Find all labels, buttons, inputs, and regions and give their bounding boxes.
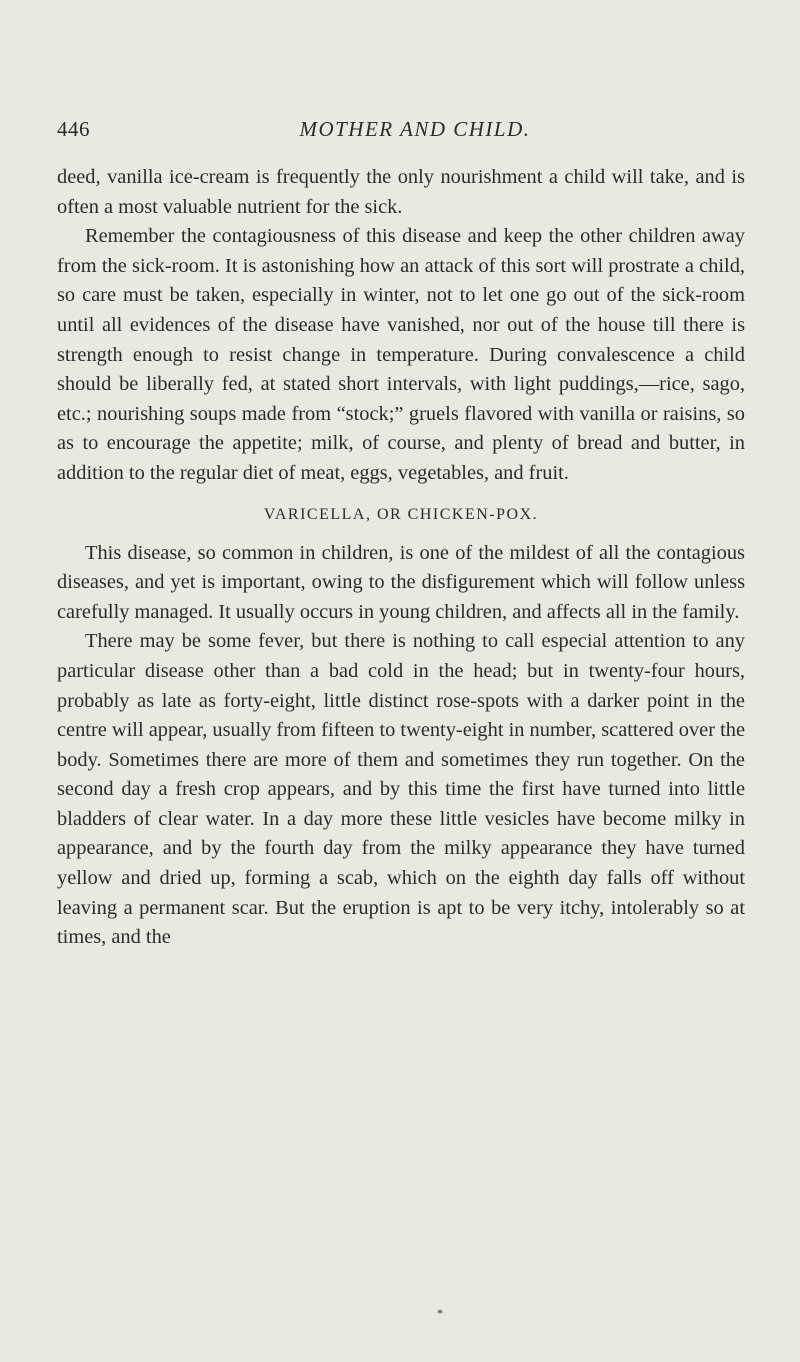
paragraph-varicella-intro: This disease, so common in children, is one of the mildest of all the contagious diseases, and yet is important, owing to the disfigurement which will follow unless carefully managed. It usually occurs in young children, and affects all in the family. [57,541,745,623]
paragraph-varicella-symptoms: There may be some fever, but there is nothing to call especial attention to any particular disease other than a bad cold in the head; but in twenty-four hours, probably as late as forty-eight, little distinct rose-spots with a darker point in the centre will appear, usually from fifteen to twenty-eight in number, scattered over the body. Sometimes there are more of them and sometimes they run together. On the second day a fresh crop appears, and by this time the first have turned into little bladders of clear water. In a day more these little vesicles have become milky in appearance, and by the fourth day from the milky appearance they have turned yellow and dried up, forming a scab, which on the eighth day falls off without leaving a permanent scar. But the eruption is apt to be very itchy, intolerably so at times, and the [57,630,745,949]
footer-signature-mark: * [437,1306,443,1320]
paragraph-continuation: deed, vanilla ice-cream is frequently the only nourishment a child will take, and is often a most valuable nutrient for the sick. [57,166,745,218]
body-text [57,163,745,953]
section-heading: VARICELLA, OR CHICKEN-POX. [263,505,539,523]
page-number: 446 [57,117,90,141]
running-title: MOTHER AND CHILD. [299,117,531,141]
paragraph-contagiousness: Remember the contagiousness of this disease and keep the other children away from the sick-room. It is astonishing how an attack of this sort will prostrate a child, so care must be taken, especially in winter, not to let one go out of the sick-room until all evidences of the disease have vanished, nor out of the house till there is strength enough to resist change in temperature. During convalescence a child should be liberally fed, at stated short intervals, with light puddings,—rice, sago, etc.; nourishing soups made from “stock;” gruels flavored with vanilla or raisins, so as to encourage the appetite; milk, of course, and plenty of bread and butter, in addition to the regular diet of meat, eggs, vegetables, and fruit. [57,225,745,484]
